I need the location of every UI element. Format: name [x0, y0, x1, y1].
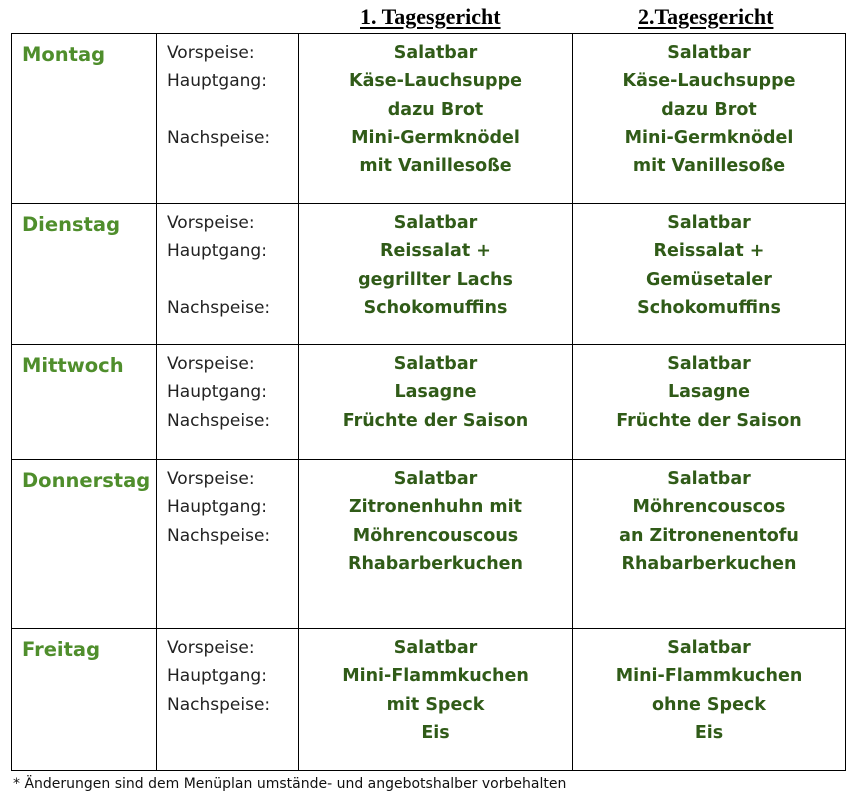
- meal-line: Salatbar: [393, 354, 478, 374]
- day-cell: [12, 460, 157, 629]
- day-cell: [12, 345, 157, 460]
- menu2-cell: [573, 629, 846, 771]
- meal-line: Rhabarberkuchen: [348, 553, 523, 574]
- meal-line: mit Vanillesoße: [359, 156, 512, 177]
- course-label: Nachspeise:: [167, 127, 271, 148]
- meal-line: Rhabarberkuchen: [621, 553, 797, 574]
- menu1-cell: [299, 345, 573, 460]
- course-label: [167, 96, 298, 124]
- course-labels-cell: [157, 345, 299, 460]
- day-cell: [12, 629, 157, 771]
- course-label: Nachspeise:: [167, 410, 271, 431]
- menu2-cell: [573, 34, 846, 204]
- meal-line: Käse-Lauchsuppe: [622, 71, 796, 92]
- meal-line: Salatbar: [393, 469, 478, 489]
- meal-line: mit Speck: [386, 694, 485, 715]
- course-label: Vorspeise:: [167, 638, 255, 658]
- meal-line: Schokomuffins: [363, 297, 508, 318]
- meal-line: Lasagne: [394, 382, 477, 403]
- course-label: Hauptgang:: [167, 497, 267, 518]
- meal-line: Salatbar: [667, 354, 751, 374]
- day-row: [12, 460, 846, 629]
- meal-line: Käse-Lauchsuppe: [349, 71, 522, 92]
- course-label: [167, 266, 298, 294]
- menu-table: [11, 33, 846, 771]
- header-menu1: 1. Tagesgericht: [360, 4, 501, 29]
- menu1-cell: [299, 34, 573, 204]
- meal-line: Gemüsetaler: [646, 269, 772, 290]
- meal-line: Salatbar: [667, 638, 751, 658]
- meal-line: Eis: [421, 722, 450, 743]
- course-label: Nachspeise:: [167, 297, 271, 318]
- course-label: Vorspeise:: [167, 354, 255, 374]
- meal-line: Eis: [694, 722, 724, 743]
- day-name: Montag: [22, 43, 106, 66]
- day-name: Mittwoch: [22, 354, 124, 377]
- course-label: [167, 152, 298, 180]
- course-labels-cell: [157, 34, 299, 204]
- meal-line: Lasagne: [667, 382, 751, 403]
- meal-line: Schokomuffins: [637, 297, 781, 318]
- meal-line: Salatbar: [393, 638, 478, 658]
- menu-table-body: [12, 34, 846, 771]
- meal-line: Salatbar: [667, 213, 751, 233]
- meal-line: Reissalat +: [653, 241, 765, 262]
- day-name: Dienstag: [22, 213, 121, 236]
- course-labels-cell: [157, 460, 299, 629]
- menu2-cell: [573, 460, 846, 629]
- course-labels-cell: [157, 204, 299, 345]
- meal-line: Salatbar: [667, 469, 751, 489]
- meal-line: dazu Brot: [387, 99, 484, 120]
- menu2-cell: [573, 345, 846, 460]
- menu1-cell: [299, 460, 573, 629]
- day-cell: [12, 204, 157, 345]
- course-label: Vorspeise:: [167, 213, 255, 233]
- menu1-cell: [299, 629, 573, 771]
- meal-line: Salatbar: [667, 43, 751, 63]
- course-label: Nachspeise:: [167, 525, 271, 546]
- course-label: Hauptgang:: [167, 241, 267, 262]
- meal-line: Möhrencouscous: [352, 525, 519, 546]
- meal-line: Salatbar: [393, 43, 478, 63]
- day-row: [12, 204, 846, 345]
- day-row: [12, 34, 846, 204]
- meal-line: Zitronenhuhn mit: [348, 497, 523, 518]
- course-label: Hauptgang:: [167, 666, 267, 687]
- course-label: Vorspeise:: [167, 43, 255, 63]
- meal-line: Früchte der Saison: [342, 410, 529, 431]
- day-cell: [12, 34, 157, 204]
- meal-line: an Zitronenentofu: [619, 525, 799, 546]
- meal-line: Früchte der Saison: [616, 410, 802, 431]
- course-label: Hauptgang:: [167, 382, 267, 403]
- course-label: Hauptgang:: [167, 71, 267, 92]
- meal-line: Salatbar: [393, 213, 478, 233]
- menu2-cell: [573, 204, 846, 345]
- day-row: [12, 345, 846, 460]
- day-name: Donnerstag: [22, 469, 151, 492]
- meal-line: Mini-Germknödel: [624, 127, 794, 148]
- day-name: Freitag: [22, 638, 101, 661]
- meal-line: gegrillter Lachs: [358, 269, 513, 290]
- header-menu2: 2.Tagesgericht: [638, 4, 774, 29]
- meal-line: dazu Brot: [661, 99, 757, 120]
- meal-line: mit Vanillesoße: [632, 156, 786, 177]
- course-labels-cell: [157, 629, 299, 771]
- footnote: * Änderungen sind dem Menüplan umstände- und angebotshalber vorbehalten: [13, 776, 567, 792]
- meal-line: Mini-Flammkuchen: [615, 666, 803, 687]
- course-label: Nachspeise:: [167, 694, 271, 715]
- meal-line: Mini-Flammkuchen: [342, 666, 529, 687]
- meal-line: Mini-Germknödel: [351, 127, 520, 148]
- day-row: [12, 629, 846, 771]
- meal-line: Reissalat +: [380, 241, 491, 262]
- meal-line: Möhrencouscos: [632, 497, 786, 518]
- menu1-cell: [299, 204, 573, 345]
- course-label: Vorspeise:: [167, 469, 255, 489]
- meal-line: ohne Speck: [652, 694, 766, 715]
